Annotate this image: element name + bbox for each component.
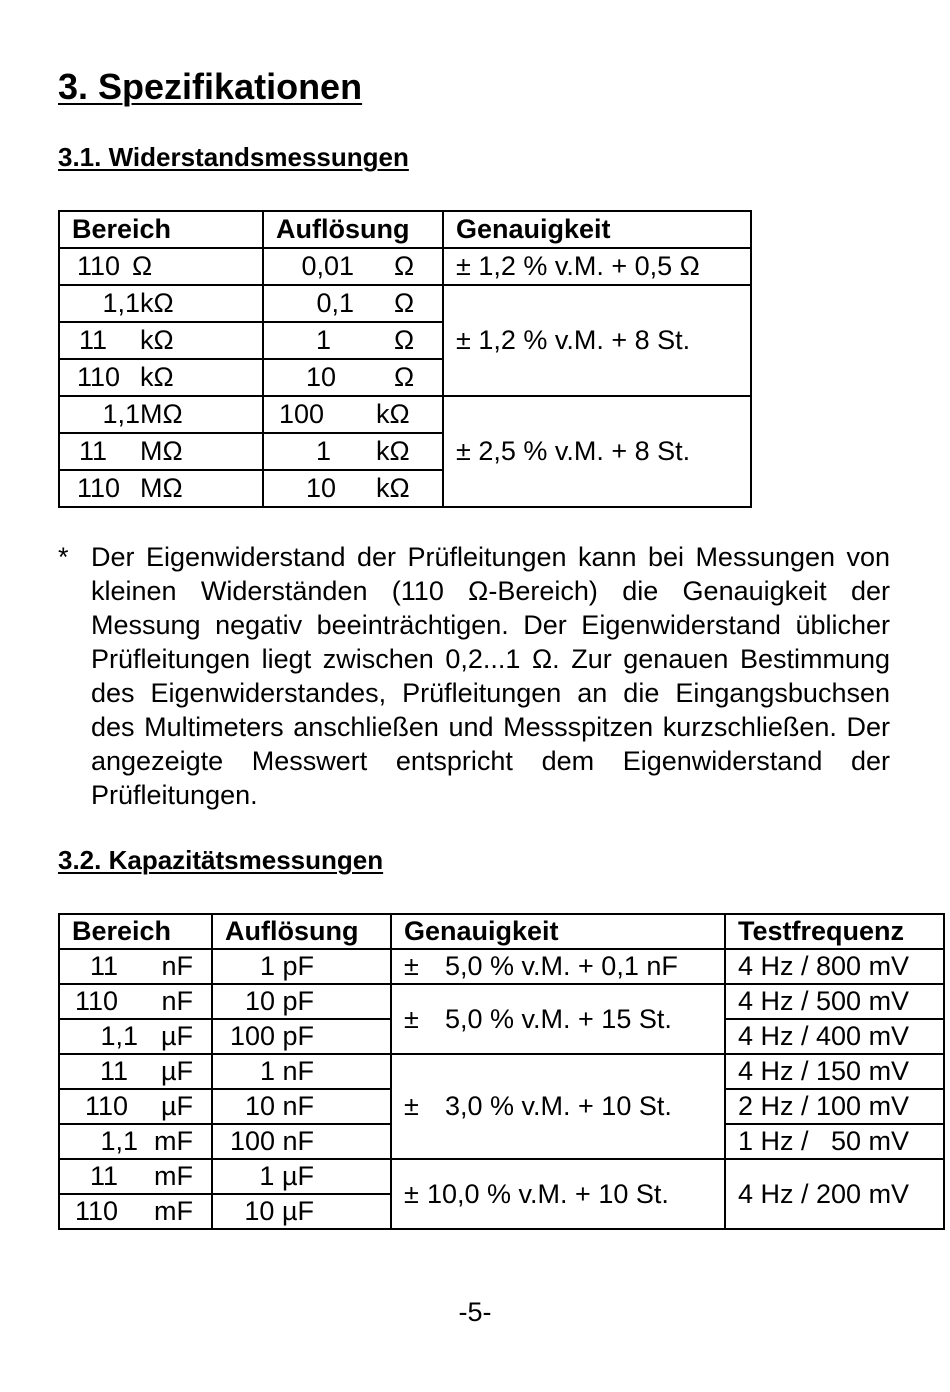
range-cell: 11 µF xyxy=(59,1054,212,1089)
test-frequency-cell: 4 Hz / 150 mV xyxy=(725,1054,944,1089)
test-frequency-cell: 4 Hz / 500 mV xyxy=(725,984,944,1019)
table-row xyxy=(59,248,751,285)
resolution-cell: 0,01 Ω xyxy=(263,248,443,285)
resolution-cell: 1 kΩ xyxy=(263,433,443,470)
resolution-cell: 1 pF xyxy=(212,949,391,984)
test-frequency-cell: 4 Hz / 800 mV xyxy=(725,949,944,984)
resolution-cell: 10 pF xyxy=(212,984,391,1019)
range-cell: 1,1kΩ xyxy=(59,285,263,322)
resolution-cell: 0,1 Ω xyxy=(263,285,443,322)
range-cell: 110 Ω xyxy=(59,248,263,285)
capacitance-table xyxy=(58,913,945,1230)
resolution-cell: 100 nF xyxy=(212,1124,391,1159)
accuracy-cell: ± 5,0 % v.M. + 15 St. xyxy=(391,984,725,1054)
resolution-cell: 10 kΩ xyxy=(263,470,443,507)
test-frequency-cell: 2 Hz / 100 mV xyxy=(725,1089,944,1124)
table-row xyxy=(59,285,751,322)
range-cell: 11 nF xyxy=(59,949,212,984)
accuracy-cell: ± 1,2 % v.M. + 0,5 Ω xyxy=(443,248,751,285)
footnote-text: Der Eigenwiderstand der Prüfleitungen kann bei Messungen von kleinen Widerständen (110 Ω-Bereich) die Genauigkeit der Messung negativ beeinträchtigen. Der Eigenwiderstand üblicher Prüfleitungen liegt zwischen 0,2...1 Ω. Zur genauen Bestimmung des Eigenwiderstandes, Prüfleitungen an die Eingangsbuchsen des Multimeters anschließen und Messspitzen kurzschließen. Der angezeigte Messwert entspricht dem Eigenwiderstand der Prüfleitungen. xyxy=(91,542,890,810)
test-frequency-cell: 4 Hz / 400 mV xyxy=(725,1019,944,1054)
column-header-range: Bereich xyxy=(59,211,263,248)
test-frequency-cell: 1 Hz / 50 mV xyxy=(725,1124,944,1159)
range-cell: 110 MΩ xyxy=(59,470,263,507)
resistance-table xyxy=(58,210,752,508)
page-number: -5- xyxy=(458,1297,492,1327)
range-cell: 110 mF xyxy=(59,1194,212,1229)
resolution-cell: 1 Ω xyxy=(263,322,443,359)
range-cell: 11 MΩ xyxy=(59,433,263,470)
page-title: 3. Spezifikationen xyxy=(58,66,363,107)
range-cell: 1,1 µF xyxy=(59,1019,212,1054)
accuracy-cell: ± 3,0 % v.M. + 10 St. xyxy=(391,1054,725,1159)
resistance-heading: 3.1. Widerstandsmessungen xyxy=(58,142,409,172)
table-row xyxy=(59,1054,944,1089)
column-header-resolution: Auflösung xyxy=(263,211,443,248)
range-cell: 110 µF xyxy=(59,1089,212,1124)
resolution-cell: 10 Ω xyxy=(263,359,443,396)
resolution-cell: 10 µF xyxy=(212,1194,391,1229)
footnote xyxy=(58,540,890,812)
capacitance-heading: 3.2. Kapazitätsmessungen xyxy=(58,845,384,875)
column-header-range: Bereich xyxy=(59,914,212,949)
range-cell: 11 mF xyxy=(59,1159,212,1194)
footnote-marker: * xyxy=(58,542,69,572)
column-header-accuracy: Genauigkeit xyxy=(443,211,751,248)
table-row xyxy=(59,396,751,433)
accuracy-cell: ± 5,0 % v.M. + 0,1 nF xyxy=(391,949,725,984)
test-frequency-cell: 4 Hz / 200 mV xyxy=(725,1159,944,1229)
range-cell: 110 nF xyxy=(59,984,212,1019)
range-cell: 11 kΩ xyxy=(59,322,263,359)
range-cell: 1,1 mF xyxy=(59,1124,212,1159)
column-header-accuracy: Genauigkeit xyxy=(391,914,725,949)
table-header-row xyxy=(59,914,944,949)
accuracy-cell: ± 2,5 % v.M. + 8 St. xyxy=(443,396,751,507)
resolution-cell: 1 nF xyxy=(212,1054,391,1089)
table-row xyxy=(59,949,944,984)
accuracy-cell: ± 10,0 % v.M. + 10 St. xyxy=(391,1159,725,1229)
range-cell: 110 kΩ xyxy=(59,359,263,396)
table-row xyxy=(59,984,944,1019)
table-row xyxy=(59,1159,944,1194)
accuracy-cell: ± 1,2 % v.M. + 8 St. xyxy=(443,285,751,396)
column-header-resolution: Auflösung xyxy=(212,914,391,949)
resolution-cell: 100 kΩ xyxy=(263,396,443,433)
column-header-test-frequency: Testfrequenz xyxy=(725,914,944,949)
table-header-row xyxy=(59,211,751,248)
resolution-cell: 1 µF xyxy=(212,1159,391,1194)
resolution-cell: 10 nF xyxy=(212,1089,391,1124)
range-cell: 1,1MΩ xyxy=(59,396,263,433)
resolution-cell: 100 pF xyxy=(212,1019,391,1054)
